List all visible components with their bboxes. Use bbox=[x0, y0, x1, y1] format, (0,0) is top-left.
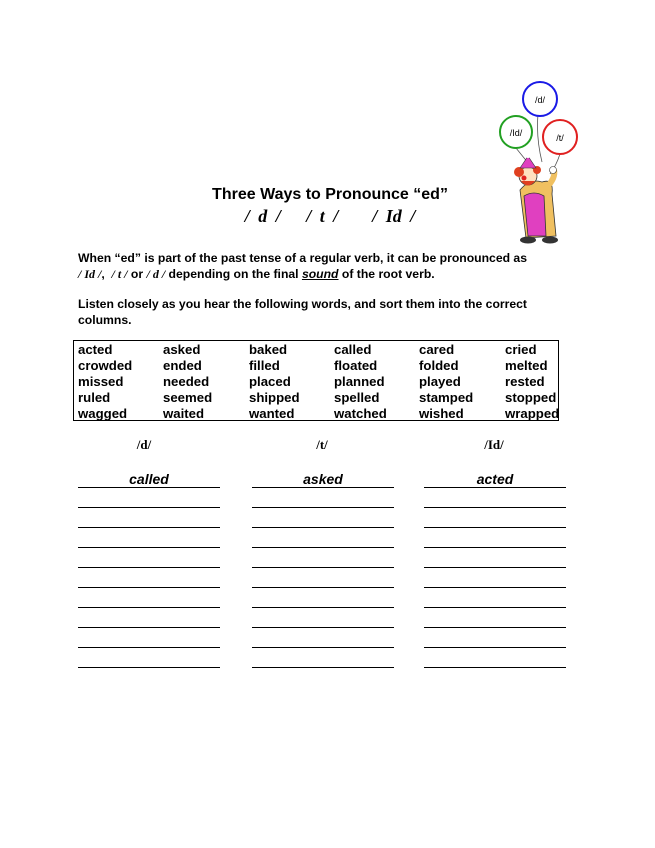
answer-example-row bbox=[78, 470, 220, 488]
word-bank-item: stopped bbox=[505, 390, 557, 405]
answer-blank-line[interactable] bbox=[78, 568, 220, 588]
answer-blank-line[interactable] bbox=[78, 548, 220, 568]
word-bank-item: melted bbox=[505, 358, 548, 373]
word-bank-item: wished bbox=[419, 406, 464, 421]
answer-blank-line[interactable] bbox=[424, 608, 566, 628]
answer-example-row bbox=[252, 470, 394, 488]
column-heading-id: /Id/ bbox=[484, 437, 504, 452]
intro-mid: depending on the final bbox=[165, 267, 302, 281]
word-bank-item: wanted bbox=[249, 406, 295, 421]
answer-blank-line[interactable] bbox=[252, 508, 394, 528]
intro-emphasis: sound bbox=[301, 267, 339, 281]
answer-blank-line[interactable] bbox=[252, 588, 394, 608]
balloon-label: /t/ bbox=[556, 133, 564, 143]
word-bank-item: missed bbox=[78, 374, 124, 389]
balloon-label: /d/ bbox=[534, 95, 546, 105]
word-bank-item: rested bbox=[505, 374, 545, 389]
answer-example: asked bbox=[303, 471, 343, 487]
page-title: Three Ways to Pronounce “ed” bbox=[212, 186, 448, 203]
intro-line1: When “ed” is part of the past tense of a regular verb, it can be pronounced as bbox=[78, 251, 527, 265]
word-bank-item: placed bbox=[249, 374, 291, 389]
answer-blank-line[interactable] bbox=[78, 528, 220, 548]
word-bank-item: acted bbox=[78, 342, 113, 357]
answer-blank-line[interactable] bbox=[252, 488, 394, 508]
answer-blank-line[interactable] bbox=[252, 608, 394, 628]
word-bank-item: crowded bbox=[78, 358, 133, 373]
answer-blank-line[interactable] bbox=[424, 628, 566, 648]
word-bank-item: played bbox=[419, 374, 461, 389]
word-bank-item: waited bbox=[163, 406, 205, 421]
answer-blank-line[interactable] bbox=[78, 508, 220, 528]
answer-blank-line[interactable] bbox=[424, 568, 566, 588]
answer-blank-line[interactable] bbox=[424, 488, 566, 508]
answer-example-row bbox=[424, 470, 566, 488]
answer-blank-line[interactable] bbox=[424, 648, 566, 668]
sound-d: / d / bbox=[146, 267, 166, 281]
word-bank-item: shipped bbox=[249, 390, 300, 405]
word-bank-item: floated bbox=[334, 358, 378, 373]
answer-blank-line[interactable] bbox=[78, 588, 220, 608]
intro-paragraph bbox=[78, 250, 578, 282]
sound-t: / t / bbox=[111, 267, 128, 281]
answer-blank-line[interactable] bbox=[252, 548, 394, 568]
instructions: Listen closely as you hear the following words, and sort them into the correct columns. bbox=[78, 297, 527, 327]
sound-id: / Id / bbox=[78, 267, 102, 281]
answer-blank-line[interactable] bbox=[78, 608, 220, 628]
answer-example: acted bbox=[476, 471, 514, 487]
answer-blank-line[interactable] bbox=[424, 548, 566, 568]
intro-sep: , bbox=[101, 267, 112, 281]
word-bank-item: called bbox=[334, 342, 372, 357]
word-bank-item: wagged bbox=[78, 406, 128, 421]
page-subtitle: / d / / t / / Id / bbox=[244, 206, 416, 226]
column-heading-t: /t/ bbox=[316, 437, 328, 452]
word-bank-item: needed bbox=[163, 374, 210, 389]
word-bank-item: asked bbox=[163, 342, 201, 357]
answer-blank-line[interactable] bbox=[252, 648, 394, 668]
word-bank-item: cried bbox=[505, 342, 537, 357]
column-heading-d: /d/ bbox=[136, 437, 152, 452]
balloon-label: /Id/ bbox=[509, 128, 523, 138]
word-bank-item: planned bbox=[334, 374, 385, 389]
word-bank-item: spelled bbox=[334, 390, 380, 405]
answer-blank-line[interactable] bbox=[252, 628, 394, 648]
word-bank-item: seemed bbox=[163, 390, 213, 405]
answer-column-d bbox=[78, 470, 220, 668]
answer-blank-line[interactable] bbox=[78, 628, 220, 648]
word-grid bbox=[78, 342, 565, 422]
answer-example: called bbox=[129, 471, 169, 487]
word-bank-item: watched bbox=[334, 406, 387, 421]
clown-icon bbox=[514, 154, 558, 244]
word-bank-item: baked bbox=[249, 342, 288, 357]
intro-end: of the root verb. bbox=[338, 267, 435, 281]
intro-or: or bbox=[127, 267, 147, 281]
answer-column-id bbox=[424, 470, 566, 668]
word-bank-item: stamped bbox=[419, 390, 474, 405]
answer-blank-line[interactable] bbox=[78, 488, 220, 508]
word-bank-item: wrapped bbox=[505, 406, 560, 421]
answer-blank-line[interactable] bbox=[424, 588, 566, 608]
answer-column-t bbox=[252, 470, 394, 668]
word-bank-item: ended bbox=[163, 358, 202, 373]
answer-blank-line[interactable] bbox=[252, 528, 394, 548]
answer-blank-line[interactable] bbox=[424, 528, 566, 548]
word-bank-item: ruled bbox=[78, 390, 111, 405]
word-bank-item: cared bbox=[419, 342, 455, 357]
answer-blank-line[interactable] bbox=[78, 648, 220, 668]
answer-blank-line[interactable] bbox=[424, 508, 566, 528]
word-bank bbox=[73, 340, 559, 421]
answer-blank-line[interactable] bbox=[252, 568, 394, 588]
word-bank-item: filled bbox=[249, 358, 280, 373]
word-bank-item: folded bbox=[419, 358, 459, 373]
